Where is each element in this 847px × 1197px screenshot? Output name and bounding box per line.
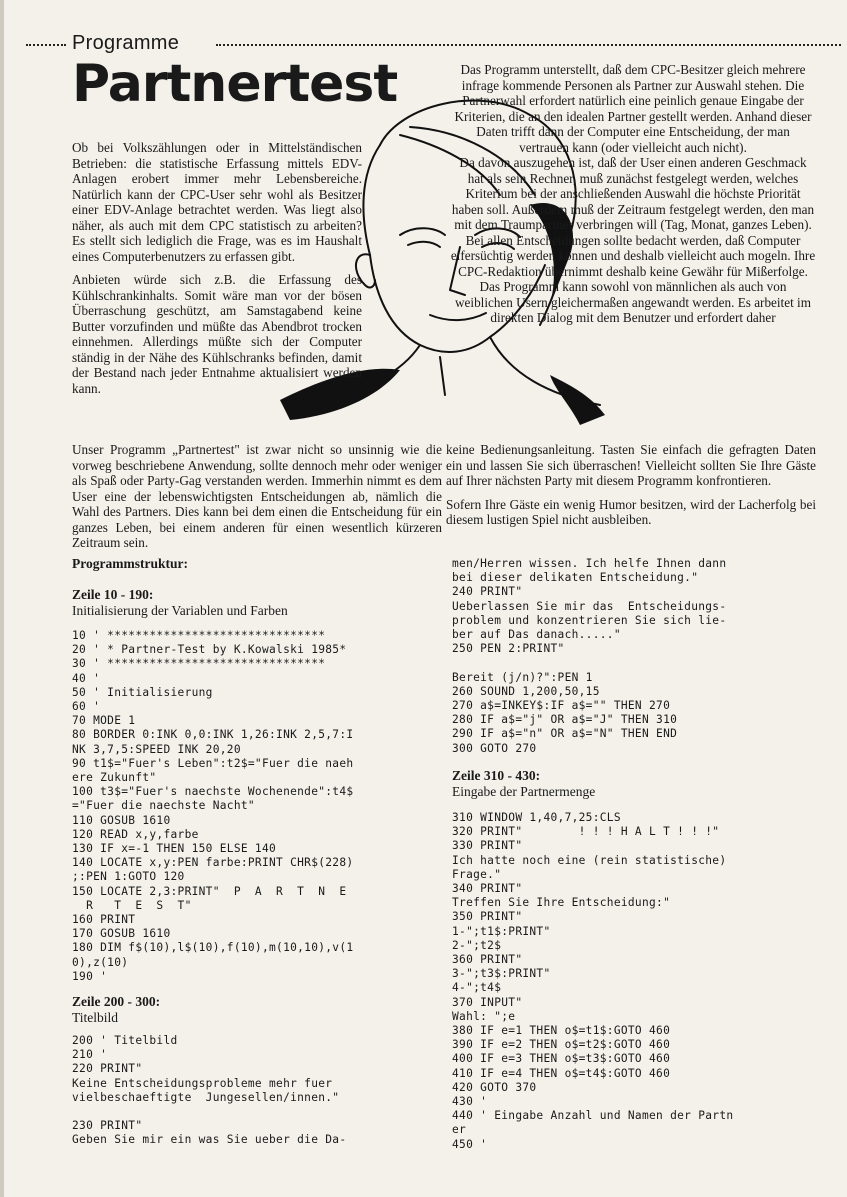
block-description: Initialisierung der Variablen und Farben [72, 603, 288, 618]
block-heading: Zeile 310 - 430: [452, 768, 541, 783]
structure-heading: Programmstruktur: [72, 556, 188, 571]
right-column-text-continued [446, 442, 816, 536]
code-listing: 310 WINDOW 1,40,7,25:CLS 320 PRINT" ! ! ! H A L T ! ! !" 330 PRINT" Ich hatte noch eine (rein statistische) Frage." 340 PRINT" Treffen Sie Ihre Entscheidung:" 350 PRINT" 1-";t1$:PRINT" 2-";t2$ 360 PRINT" 3-";t3$:PRINT" 4-";t4$ 370 INPUT" Wahl: ";e 380 IF e=1 THEN o$=t1$:GOTO 460 390 IF e=2 THEN o$=t2$:GOTO 460 400 IF e=3 THEN o$=t3$:GOTO 460 410 IF e=4 THEN o$=t4$:GOTO 460 420 GOTO 370 430 ' 440 ' Eingabe Anzahl und Namen der Partn er 450 ' [452, 811, 734, 1151]
article-title: Partnertest [72, 54, 398, 114]
intro-paragraph: Unser Programm „Partnertest" ist zwar nicht so unsinnig wie die vorweg beschriebene Anwendung, sollte dennoch mehr oder weniger als Spaß oder Party-Gag verstanden werden. Immerhin nimmt es dem User eine der lebenswichtigsten Entscheidungen ab, nämlich die Wahl des Partners. Dies kann bei dem einen die Entscheidung für ein ganzes Leben, bei einem anderen für einen wesentlich kürzeren Zeitraum sein. [72, 442, 442, 550]
section-header [26, 32, 841, 56]
body-paragraph: keine Bedienungsanleitung. Tasten Sie einfach die gefragten Daten ein und lassen Sie sich überraschen! Vielleicht sollten Sie Ihre Gäste auf Ihrer nächsten Party mit diesem Programm konfrontieren. [446, 442, 816, 488]
header-rule-right [216, 44, 841, 46]
right-column-text [450, 62, 816, 326]
body-paragraph: Sofern Ihre Gäste ein wenig Humor besitzen, wird der Lacherfolg bei diesem lustigen Spiel nicht ausbleiben. [446, 496, 816, 527]
body-paragraph: Da davon auszugehen ist, daß der User einen anderen Geschmack hat als sein Rechner, muß zunächst festgelegt werden, welches Kriterium bei der anschließenden Auswahl die höchste Priorität haben soll. Außerdem muß der Zeitraum festgelegt werden, den man mit dem Traumpartner verbringen will (Tag, Monat, ganzes Leben). Bei allen Entscheidungen sollte bedacht werden, daß Computer eifersüchtig werden können und deshalb vielleicht auch mogeln. Ihre CPC-Redaktion übernimmt deshalb keine Gewähr für Mißerfolge. [450, 155, 816, 279]
intro-paragraph: Ob bei Volkszählungen oder in Mittelständischen Betrieben: die statistische Erfassung mittels EDV-Anlagen erobert immer mehr Lebensbereiche. Natürlich kann der CPC-User sehr wohl als Besitzer einer EDV-Anlage betrachtet werden. Was liegt also näher, als auch mit dem CPC statistisch zu arbeiten? Es stellt sich lediglich die Frage, was es im Haushalt eines Computerbenutzers zu erfassen gibt. [72, 140, 362, 264]
body-paragraph: Das Programm kann sowohl von männlichen als auch von weiblichen Usern gleichermaßen angewandt werden. Es arbeitet im direkten Dialog mit dem Benutzer und erfordert daher [455, 279, 811, 325]
block-description: Eingabe der Partnermenge [452, 784, 596, 799]
block-heading: Zeile 10 - 190: [72, 587, 154, 602]
block-description: Titelbild [72, 1010, 119, 1025]
intro-text [72, 140, 362, 404]
intro-paragraph: Anbieten würde sich z.B. die Erfassung des Kühlschrankinhalts. Somit wäre man vor der bösen Überraschung geschützt, am Samstagabend keine Butter vorzufinden und müßte das Abendbrot trocken einnehmen. Allerdings müßte sich der Computer ständig in der Nähe des Kühlschranks befinden, damit der Bestand nach jeder Entnahme aktualisiert werden kann. [72, 272, 362, 396]
block-heading: Zeile 200 - 300: [72, 994, 161, 1009]
code-listing: 200 ' Titelbild 210 ' 220 PRINT" Keine Entscheidungsprobleme mehr fuer vielbeschaeftigte Jungesellen/innen." 230 PRINT" Geben Sie mir ein was Sie ueber die Da- [72, 1034, 347, 1147]
section-label: Programme [72, 32, 180, 54]
intro-text-continued [72, 442, 442, 559]
code-listing: 10 ' ******************************* 20 ' * Partner-Test by K.Kowalski 1985* 30 ' ******************************* 40 ' 50 ' Initialisierung 60 ' 70 MODE 1 80 BORDER 0:INK 0,0:INK 1,26:INK 2,5,7:I NK 3,7,5:SPEED INK 20,20 90 t1$="Fuer's Leben":t2$="Fuer die naeh ere Zukunft" 100 t3$="Fuer's naechste Wochenende":t4$ ="Fuer die naechste Nacht" 110 GOSUB 1610 120 READ x,y,farbe 130 IF x=-1 THEN 150 ELSE 140 140 LOCATE x,y:PEN farbe:PRINT CHR$(228) ;:PEN 1:GOTO 120 150 LOCATE 2,3:PRINT" P A R T N E R T E S T" 160 PRINT 170 GOSUB 1610 180 DIM f$(10),l$(10),f(10),m(10,10),v(1 0),z(10) 190 ' [72, 629, 354, 983]
body-paragraph: Das Programm unterstellt, daß dem CPC-Besitzer gleich mehrere infrage kommende Personen als Partner zur Auswahl stehen. Die Partnerwahl erfordert natürlich eine peinlich genaue Eingabe der Kriterien, die an den idealen Partner gestellt werden. Anhand dieser Daten trifft dann der Computer eine Entscheidung, der man vertrauen kann (oder vielleicht auch nicht). [454, 62, 812, 155]
page-edge [0, 0, 4, 1197]
header-rule-left [26, 44, 66, 46]
code-listing: men/Herren wissen. Ich helfe Ihnen dann bei dieser delikaten Entscheidung." 240 PRINT" Ueberlassen Sie mir das Entscheidungs- problem und konzentrieren Sie sich lie- ber auf Das danach....." 250 PEN 2:PRINT" Bereit (j/n)?":PEN 1 260 SOUND 1,200,50,15 270 a$=INKEY$:IF a$="" THEN 270 280 IF a$="j" OR a$="J" THEN 310 290 IF a$="n" OR a$="N" THEN END 300 GOTO 270 [452, 557, 727, 755]
